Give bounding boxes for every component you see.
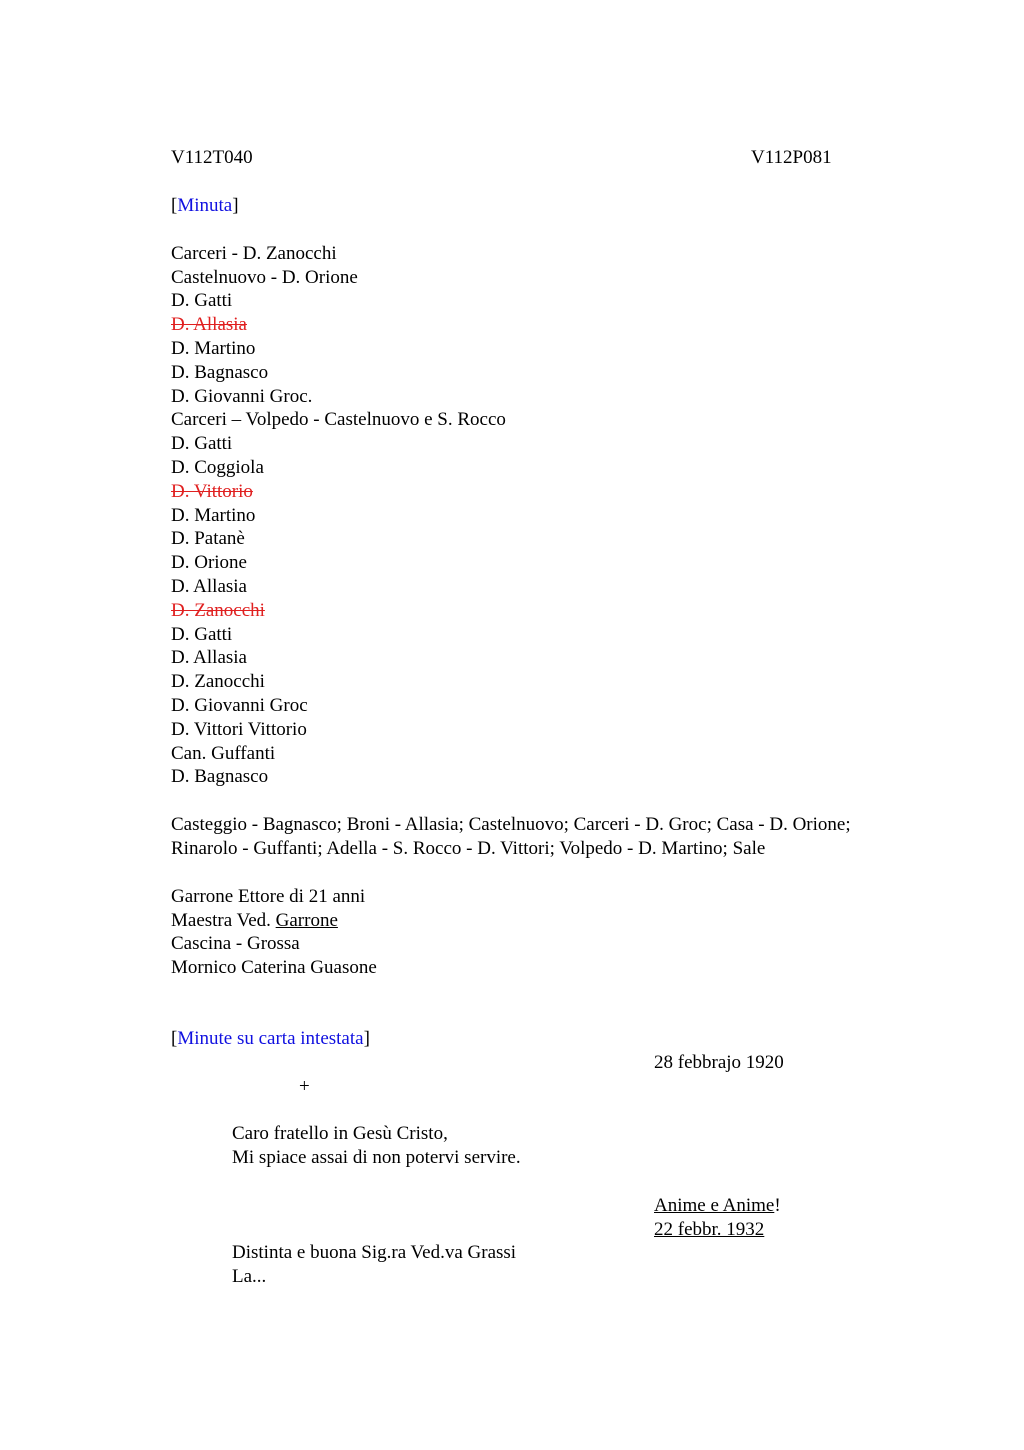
- letter-body: La...: [232, 1266, 267, 1288]
- note-line: Cascina - Grossa: [171, 933, 300, 955]
- names-list: [171, 242, 931, 789]
- name-entry: D. Bagnasco: [171, 766, 269, 788]
- letter-date: 22 febbr. 1932: [654, 1218, 765, 1240]
- struck-name-entry: D. Zanocchi: [171, 599, 265, 621]
- name-entry: D. Gatti: [171, 433, 233, 455]
- assignments-paragraph: Casteggio - Bagnasco; Broni - Allasia; Castelnuovo; Carceri - D. Groc; Casa - D. Orione; Rinarolo - Guffanti; Adella - S. Rocco - D. Vittori; Volpedo - D. Martino; Sale: [171, 814, 851, 859]
- section-heading-minute: [Minute su carta intestata]: [171, 1027, 370, 1049]
- letter-date: 28 febbrajo 1920: [654, 1051, 784, 1073]
- name-entry: D. Gatti: [171, 623, 233, 645]
- name-entry: D. Giovanni Groc.: [171, 385, 313, 407]
- name-entry: D. Vittori Vittorio: [171, 718, 307, 740]
- page-header: [171, 146, 931, 170]
- name-entry: D. Allasia: [171, 647, 247, 669]
- name-entry: Carceri - D. Zanocchi: [171, 242, 337, 264]
- letter-salutation: Distinta e buona Sig.ra Ved.va Grassi: [232, 1242, 517, 1264]
- right-code: V112P081: [751, 147, 832, 168]
- struck-name-entry: D. Vittorio: [171, 480, 253, 502]
- document-page: [171, 146, 931, 1289]
- name-entry: Can. Guffanti: [171, 742, 276, 764]
- name-entry: Castelnuovo - D. Orione: [171, 266, 358, 288]
- name-entry: D. Martino: [171, 504, 256, 526]
- left-code: V112T040: [171, 147, 253, 168]
- section-heading-minuta: [Minuta]: [171, 195, 239, 216]
- note-line: Maestra Ved. Garrone: [171, 909, 338, 931]
- struck-name-entry: D. Allasia: [171, 314, 247, 336]
- section-label: Minute su carta intestata: [177, 1027, 364, 1049]
- letter-body: Mi spiace assai di non potervi servire.: [232, 1147, 521, 1169]
- name-entry: D. Bagnasco: [171, 361, 269, 383]
- name-entry: D. Zanocchi: [171, 671, 265, 693]
- section-label: Minuta: [177, 195, 233, 216]
- letter-salutation: Caro fratello in Gesù Cristo,: [232, 1123, 448, 1145]
- name-entry: D. Patanè: [171, 528, 245, 550]
- name-entry: D. Martino: [171, 337, 256, 359]
- letter-heading: Anime e Anime!: [654, 1194, 781, 1216]
- name-entry: D. Allasia: [171, 575, 247, 597]
- name-entry: D. Giovanni Groc: [171, 694, 308, 716]
- name-entry: D. Coggiola: [171, 456, 264, 478]
- name-entry: D. Gatti: [171, 290, 233, 312]
- name-entry: D. Orione: [171, 552, 247, 574]
- name-entry: Carceri – Volpedo - Castelnuovo e S. Rocco: [171, 409, 506, 431]
- cross-symbol: +: [299, 1075, 310, 1097]
- note-line: Garrone Ettore di 21 anni: [171, 885, 366, 907]
- note-line: Mornico Caterina Guasone: [171, 957, 377, 979]
